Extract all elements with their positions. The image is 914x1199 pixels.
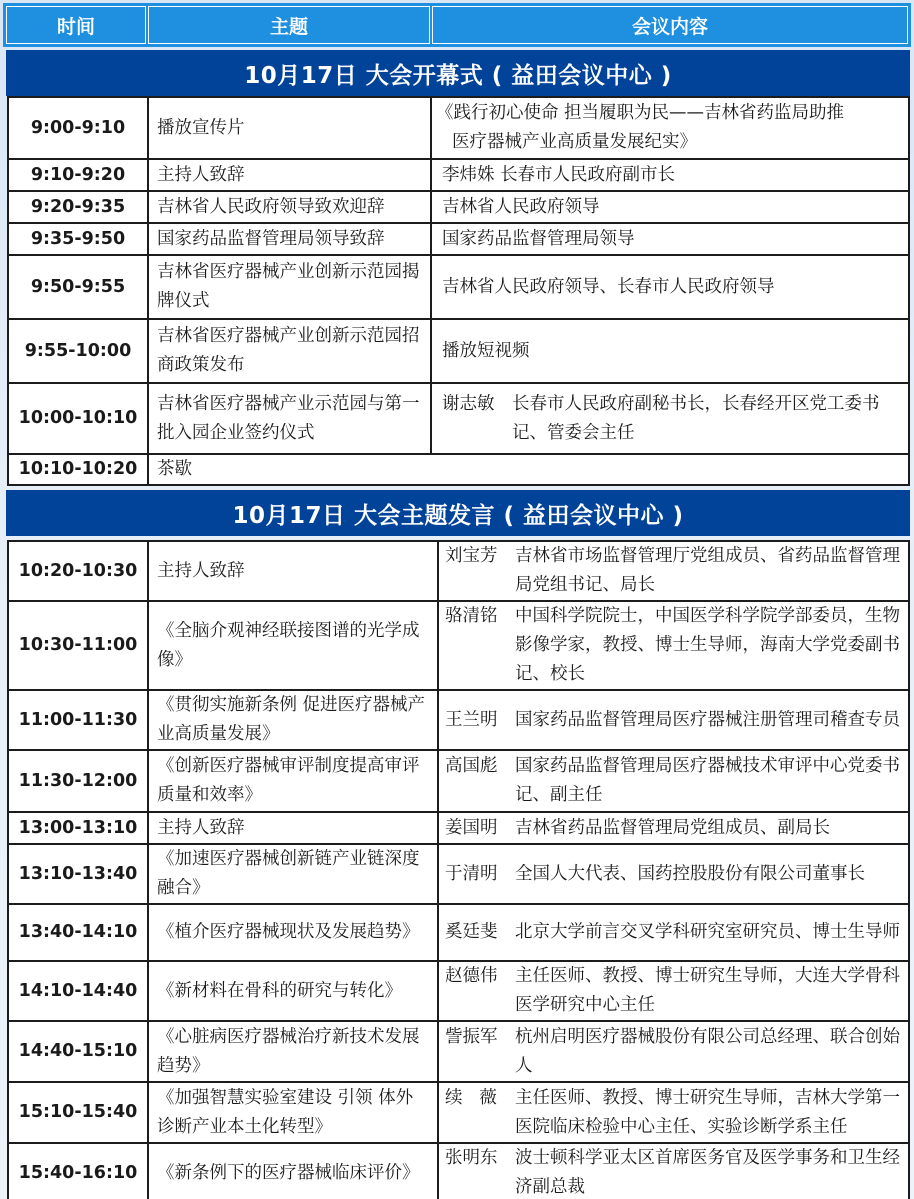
table-header [3,3,911,47]
topic-cell: 主持人致辞 [148,159,431,191]
time-cell: 10:10-10:20 [8,454,148,485]
speaker-entry [445,962,900,1020]
table-row [8,1021,909,1082]
speaker-name: 高国彪 [445,756,498,776]
speaker-title: 国家药品监督管理局医疗器械注册管理司稽查专员 [515,709,900,730]
topic-cell: 吉林省人民政府领导致欢迎辞 [148,191,431,223]
speaker-name: 刘宝芳 [445,546,498,566]
topic-cell: 《加速医疗器械创新链产业链深度融合》 [148,844,438,904]
topic-cell: 《新材料在骨科的研究与转化》 [148,961,438,1021]
time-cell: 11:30-12:00 [8,750,148,812]
content-cell [438,844,909,904]
table-row [8,159,909,191]
time-cell: 15:40-16:10 [8,1143,148,1199]
content-cell: 国家药品监督管理局领导 [431,223,909,255]
topic-cell: 《贯彻实施新条例 促进医疗器械产业高质量发展》 [148,690,438,750]
table-row [8,844,909,904]
speaker-name: 奚廷斐 [445,922,498,942]
speaker-entry [445,1144,900,1199]
speaker-title: 国家药品监督管理局医疗器械技术审评中心党委书记、副主任 [515,756,900,805]
header-content: 会议内容 [432,6,908,44]
section-title-keynotes: 10月17日 大会主题发言 ( 益田会议中心 ) [6,490,910,536]
speaker-title: 全国人大代表、国药控股股份有限公司董事长 [515,863,865,884]
time-cell: 14:40-15:10 [8,1021,148,1082]
speaker-name: 王兰明 [445,709,498,730]
topic-cell: 《创新医疗器械审评制度提高审评质量和效率》 [148,750,438,812]
speaker-name: 赵德伟 [445,966,498,986]
table-row [8,690,909,750]
time-cell: 9:35-9:50 [8,223,148,255]
topic-cell: 茶歇 [148,454,909,485]
speaker-title: 主任医师、教授、博士研究生导师，大连大学骨科医学研究中心主任 [515,966,900,1015]
table-row [8,1082,909,1143]
speaker-title: 北京大学前言交叉学科研究室研究员、博士生导师 [515,922,900,942]
content-cell [431,383,909,454]
speaker-entry [442,390,900,448]
speaker-title: 中国科学院院士，中国医学科学院学部委员，生物影像学家，教授、博士生导师，海南大学党委副书记、校长 [515,606,900,684]
topic-cell: 《植介医疗器械现状及发展趋势》 [148,904,438,961]
topic-cell: 吉林省医疗器械产业创新示范园招商政策发布 [148,319,431,383]
content-cell: 播放短视频 [431,319,909,383]
content-cell [438,541,909,601]
speaker-entry [445,752,900,810]
speaker-entry [445,1023,900,1081]
speaker-title: 波士顿科学亚太区首席医务官及医学事务和卫生经济副总裁 [515,1148,900,1197]
section-title-opening: 10月17日 大会开幕式 ( 益田会议中心 ) [6,50,910,96]
topic-cell: 《心脏病医疗器械治疗新技术发展趋势》 [148,1021,438,1082]
content-cell [438,750,909,812]
content-cell [431,97,909,159]
speaker-entry [445,860,900,889]
time-cell: 11:00-11:30 [8,690,148,750]
speaker-title: 杭州启明医疗器械股份有限公司总经理、联合创始人 [515,1026,900,1076]
table-row [8,904,909,961]
content-cell [438,1021,909,1082]
topic-cell: 国家药品监督管理局领导致辞 [148,223,431,255]
topic-cell: 《加强智慧实验室建设 引领 体外诊断产业本土化转型》 [148,1082,438,1143]
speaker-entry [445,814,900,843]
time-cell: 9:20-9:35 [8,191,148,223]
time-cell: 15:10-15:40 [8,1082,148,1143]
time-cell: 13:00-13:10 [8,812,148,844]
speaker-entry [445,602,900,689]
table-row [8,223,909,255]
table-row [8,812,909,844]
topic-cell: 《全脑介观神经联接图谱的光学成像》 [148,601,438,690]
content-cell [438,1082,909,1143]
time-cell: 13:40-14:10 [8,904,148,961]
table-row [8,601,909,690]
table-row [8,961,909,1021]
time-cell: 9:00-9:10 [8,97,148,159]
speaker-name: 姜国明 [445,817,498,838]
time-cell: 10:30-11:00 [8,601,148,690]
speaker-name: 张明东 [445,1148,498,1168]
topic-cell: 吉林省医疗器械产业创新示范园揭牌仪式 [148,255,431,319]
table-row [8,319,909,383]
table-row [8,383,909,454]
speaker-name: 谢志敏 [442,393,495,414]
speaker-entry [445,706,900,735]
speaker-name: 訾振军 [445,1026,498,1047]
speaker-title: 吉林省药品监督管理局党组成员、副局长 [515,817,830,838]
topic-cell: 播放宣传片 [148,97,431,159]
topic-cell: 主持人致辞 [148,541,438,601]
table-row [8,541,909,601]
table-row [8,750,909,812]
header-topic: 主题 [148,6,430,44]
content-cell [438,601,909,690]
time-cell: 9:50-9:55 [8,255,148,319]
table-row [8,454,909,485]
speaker-name: 续 薇 [445,1087,497,1108]
time-cell: 13:10-13:40 [8,844,148,904]
time-cell: 10:00-10:10 [8,383,148,454]
table-row [8,191,909,223]
speaker-name: 于清明 [445,863,498,884]
table-row [8,1143,909,1199]
speaker-entry [445,542,900,600]
speaker-title: 长春市人民政府副秘书长，长春经开区党工委书记、管委会主任 [512,393,880,443]
speaker-title: 吉林省市场监督管理厅党组成员、省药品监督管理局党组书记、局长 [515,546,900,595]
time-cell: 9:10-9:20 [8,159,148,191]
topic-cell: 主持人致辞 [148,812,438,844]
content-cell: 吉林省人民政府领导 [431,191,909,223]
speaker-entry [445,918,900,947]
speaker-title: 主任医师、教授、博士研究生导师，吉林大学第一医院临床检验中心主任、实验诊断学系主任 [515,1087,900,1137]
time-cell: 10:20-10:30 [8,541,148,601]
topic-cell: 《新条例下的医疗器械临床评价》 [148,1143,438,1199]
content-cell: 吉林省人民政府领导、长春市人民政府领导 [431,255,909,319]
content-cell [438,690,909,750]
content-cell [438,904,909,961]
speaker-name: 骆清铭 [445,606,498,626]
schedule-table-keynotes [7,540,910,1199]
header-time: 时间 [6,6,146,44]
topic-cell: 吉林省医疗器械产业示范园与第一批入园企业签约仪式 [148,383,431,454]
content-cell [438,961,909,1021]
content-line: 《践行初心使命 担当履职为民——吉林省药监局助推 [436,103,845,123]
time-cell: 14:10-14:40 [8,961,148,1021]
content-cell [438,1143,909,1199]
table-row [8,97,909,159]
time-cell: 9:55-10:00 [8,319,148,383]
speaker-entry [445,1084,900,1142]
content-cell [438,812,909,844]
content-cell: 李炜姝 长春市人民政府副市长 [431,159,909,191]
schedule-table-opening [7,96,910,486]
content-line: 医疗器械产业高质量发展纪实》 [452,132,697,152]
table-row [8,255,909,319]
